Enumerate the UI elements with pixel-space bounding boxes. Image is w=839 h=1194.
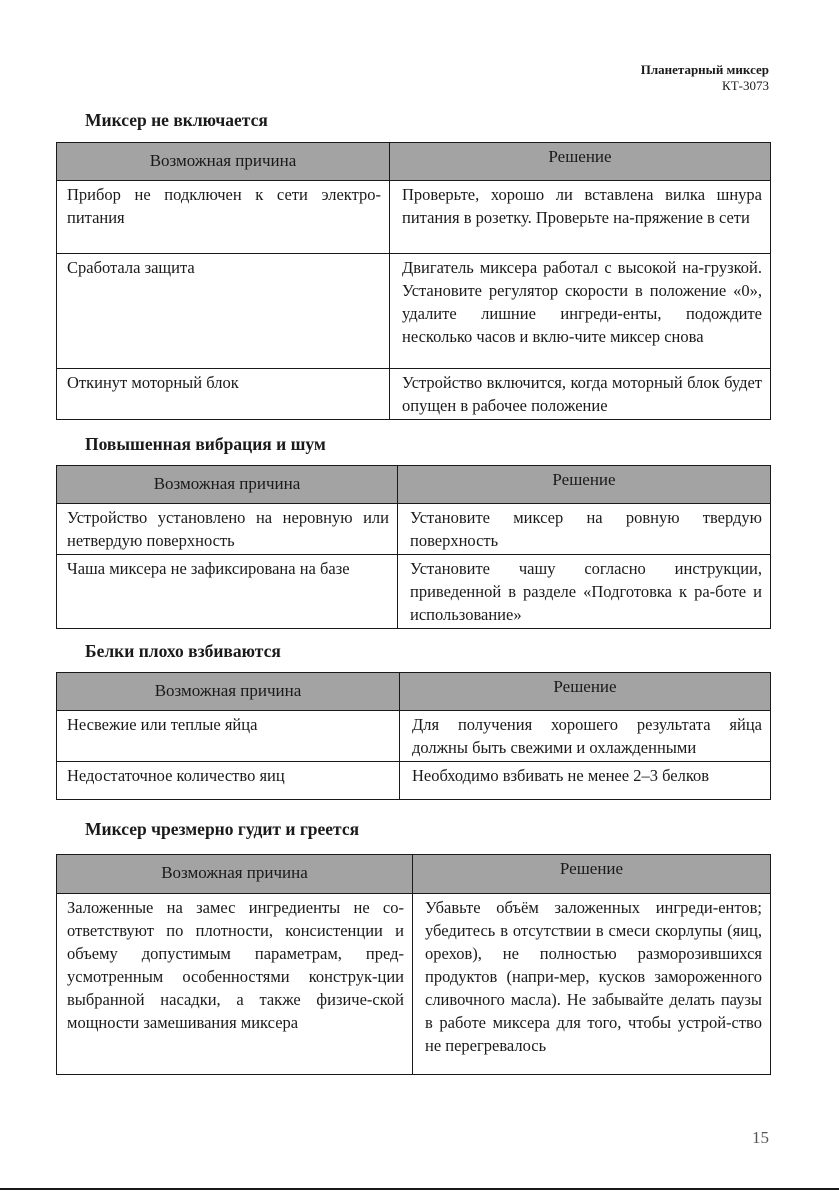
column-header-solution: Решение (413, 855, 771, 894)
table-row (57, 504, 771, 555)
product-name: Планетарный миксер (640, 62, 769, 77)
cause-cell: Откинут моторный блок (57, 369, 390, 420)
table-row (57, 555, 771, 629)
solution-cell: Необходимо взбивать не менее 2–3 белков (400, 762, 771, 800)
troubleshooting-table (56, 854, 771, 1075)
table-row (57, 369, 771, 420)
solution-cell: Устройство включится, когда моторный блок будет опущен в рабочее положение (390, 369, 771, 420)
model-number: КТ-3073 (722, 78, 769, 93)
cause-cell: Сработала защита (57, 254, 390, 369)
section-title: Миксер не включается (85, 110, 268, 130)
cause-cell: Недостаточное количество яиц (57, 762, 400, 800)
solution-cell: Установите чашу согласно инструкции, приведенной в разделе «Подготовка к ра-боте и использование» (398, 555, 771, 629)
solution-cell: Двигатель миксера работал с высокой на-грузкой. Установите регулятор скорости в положение «0», удалите лишние ингреди-енты, подождите несколько часов и вклю-чите миксер снова (390, 254, 771, 369)
solution-cell: Для получения хорошего результата яйца должны быть свежими и охлажденными (400, 711, 771, 762)
column-header-solution: Решение (400, 673, 771, 711)
table-row (57, 254, 771, 369)
table-row (57, 894, 771, 1075)
bottom-divider (0, 1188, 839, 1190)
page-number: 15 (752, 1128, 769, 1147)
section-title: Белки плохо взбиваются (85, 641, 281, 661)
column-header-cause: Возможная причина (57, 143, 390, 181)
column-header-solution: Решение (398, 466, 771, 504)
cause-cell: Устройство установлено на неровную или нетвердую поверхность (57, 504, 398, 555)
troubleshooting-table (56, 465, 771, 629)
table-row (57, 762, 771, 800)
table-row (57, 181, 771, 254)
column-header-cause: Возможная причина (57, 855, 413, 894)
solution-cell: Установите миксер на ровную твердую поверхность (398, 504, 771, 555)
troubleshooting-table (56, 672, 771, 800)
solution-cell: Убавьте объём заложенных ингреди-ентов; убедитесь в отсутствии в смеси скорлупы (яиц, орехов), не полностью разморозившихся продуктов (напри-мер, кусков замороженного сливочного масла). Не забывайте делать паузы в работе миксера для того, чтобы устрой-ство не перегревалось (413, 894, 771, 1075)
cause-cell: Прибор не подключен к сети электро-питания (57, 181, 390, 254)
table-row (57, 711, 771, 762)
solution-cell: Проверьте, хорошо ли вставлена вилка шнура питания в розетку. Проверьте на-пряжение в сети (390, 181, 771, 254)
section-title: Повышенная вибрация и шум (85, 434, 326, 454)
troubleshooting-table (56, 142, 771, 420)
page-header (641, 62, 769, 94)
cause-cell: Заложенные на замес ингредиенты не со-ответствуют по плотности, консистенции и объему допустимым параметрам, пред-усмотренным особенностями конструк-ции выбранной насадки, а также физиче-ской мощности замешивания миксера (57, 894, 413, 1075)
column-header-cause: Возможная причина (57, 673, 400, 711)
cause-cell: Несвежие или теплые яйца (57, 711, 400, 762)
column-header-solution: Решение (390, 143, 771, 181)
column-header-cause: Возможная причина (57, 466, 398, 504)
section-title: Миксер чрезмерно гудит и греется (85, 819, 360, 839)
cause-cell: Чаша миксера не зафиксирована на базе (57, 555, 398, 629)
